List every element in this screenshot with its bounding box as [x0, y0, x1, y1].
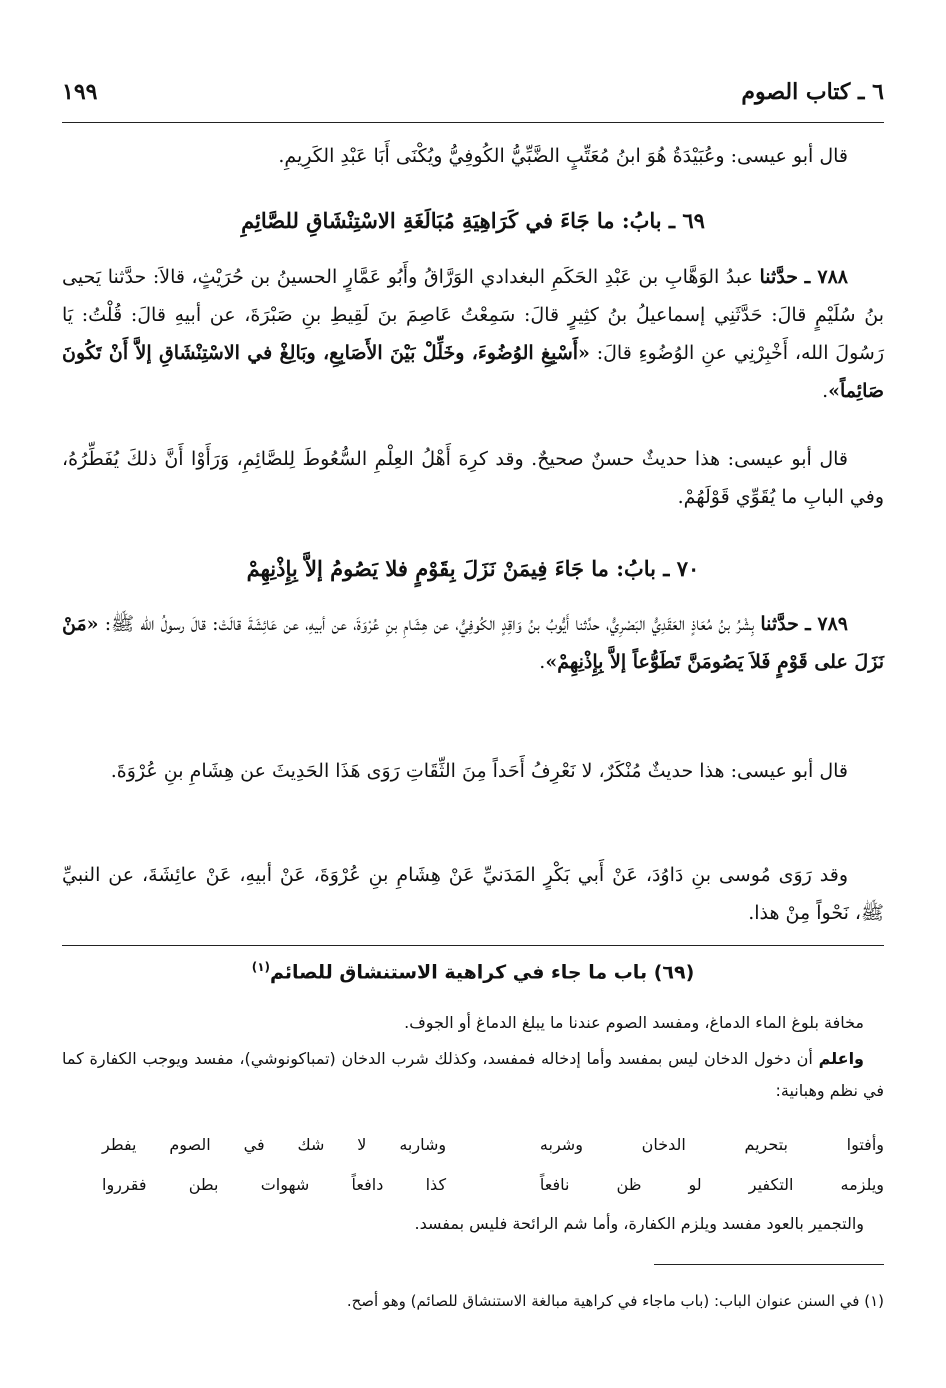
hadith-788: [62, 258, 884, 410]
hadith-788-lead: حدَّثنا: [759, 266, 799, 288]
commentary-line-2: [62, 1043, 884, 1107]
intro-paragraph: [62, 137, 884, 175]
hadith-789: [62, 605, 884, 681]
commentary-line-2-text: أن دخول الدخان ليس بمفسد وأما إدخاله فمفسد، وكذلك شرب الدخان (تمباكونوشي)، مفسد ويوجب الكفارة كما في نظم وهبانية:: [62, 1049, 884, 1100]
bab-69-title: ٦٩ ـ بابُ: ما جَاءَ في كَرَاهِيَةِ مُبَالَغَةِ الاسْتِنْشَاقِ للصَّائِمِ: [241, 208, 705, 233]
hadith-789-number: ٧٨٩ ـ: [805, 613, 849, 635]
poem-first-hemistich: ويلزمه التكفير لو ظن نافعاً: [539, 1174, 884, 1194]
commentary-line-3: [62, 1208, 884, 1240]
hadith-788-isnad: عبدُ الوَهَّابِ بن عَبْدِ الحَكَمِ البغدادي الوَرَّاقُ وأَبُو عَمَّارٍ الحسينُ بن حُرَيْثٍ، قالاَ: حدَّثنا يَحيى بنُ سُلَيْمٍ قالَ: حَدَّثَنِي إسماعيلُ بنُ كثِيرٍ قالَ: سَمِعْتُ عَاصِمَ بنَ لَقِيطِ بنِ صَبْرَةَ، عن أبيهِ قالَ: قُلْتُ: يَا رَسُولَ الله، أَخْبِرْنِي عنِ الوُضُوءِ قالَ:: [62, 266, 884, 364]
poem-second-hemistich: كذا دافعاً شهوات بطن فقرروا: [102, 1174, 447, 1194]
commentary-line-1-text: مخافة بلوغ الماء الدماغ، ومفسد الصوم عندنا ما يبلغ الدماغ أو الجوف.: [404, 1013, 864, 1032]
poem-verse: [102, 1124, 884, 1164]
footnote-ref: (١): [251, 960, 270, 974]
header-rule: [62, 122, 884, 123]
chapter-title: ٦ ـ كتاب الصوم: [741, 79, 884, 105]
hadith-789-matn: «مَنْ نَزَلَ على قَوْمٍ فَلاَ يَصُومَنَّ تَطَوُّعاً إلاَّ بِإِذْنِهِمْ»: [62, 613, 884, 673]
commentary-rule: [62, 945, 884, 946]
hadith-789-lead: حدَّثنا: [760, 613, 799, 635]
comment-788-text: قال أبو عيسى: هذا حديثٌ حسنٌ صحيحٌ. وقد كرِهَ أَهْلُ العِلْمِ السُّعُوطَ لِلصَّائِمِ، وَرَأَوْا أَنَّ ذلكَ يُفَطِّرُهُ، وفي البابِ ما يُقَوِّي قَوْلَهُمْ.: [62, 448, 884, 508]
hadith-788-end: .: [822, 380, 829, 402]
footnote: (١) في السنن عنوان الباب: (باب ماجاء في كراهية مبالغة الاستنشاق للصائم) وهو أصح.: [346, 1292, 884, 1310]
intro-text: قال أبو عيسى: وعُبَيْدَةُ هُوَ ابنُ مُعَتِّبٍ الضَّبِّيُّ الكُوفِيُّ ويُكْنَى أَبَا عَبْدِ الكَرِيمِ.: [278, 145, 848, 167]
hadith-789-end: .: [539, 651, 546, 673]
page: [62, 0, 884, 1388]
comment-789: [62, 752, 884, 790]
bab-70-title: ٧٠ ـ بابُ: ما جَاءَ فِيمَنْ نَزَلَ بِقَوْمٍ فلا يَصُومُ إلاَّ بِإِذْنِهِمْ: [246, 556, 700, 581]
commentary-line-3-text: والتجمير بالعود مفسد ويلزم الكفارة، وأما شم الرائحة فليس بمفسد.: [414, 1214, 864, 1233]
page-number: ١٩٩: [62, 79, 98, 105]
comment-788: [62, 440, 884, 516]
footnote-rule: [654, 1264, 884, 1265]
poem: [102, 1124, 884, 1204]
hadith-789-isnad: بِشْرُ بنُ مُعَاذٍ العَقَدِيُّ البَصْرِيُّ، حدَّثنا أَيُّوبُ بنُ وَاقِدٍ الكُوفِيُّ، عن هِشَامِ بنِ عُرْوَةَ، عن أبيهِ، عن عَائِشَةَ قالَتْ: قالَ رسولُ الله ﷺ:: [104, 613, 755, 635]
comment-789b-text: وقد رَوَى مُوسى بنِ دَاوُدَ، عَنْ أَبي بَكْرٍ المَدَنيِّ عَنْ هِشَامِ بنِ عُرْوَةَ، عَنْ أبيهِ، عَنْ عائِشَةَ، عن النبيِّ ﷺ، نَحْواً مِنْ هذا.: [62, 864, 884, 924]
poem-second-hemistich: وشاربه لا شك في الصوم يفطر: [102, 1134, 447, 1154]
poem-verse: [102, 1164, 884, 1204]
comment-789-text: قال أبو عيسى: هذا حديثٌ مُنْكَرٌ، لا نَعْرِفُ أَحَداً مِنَ الثِّقَاتِ رَوَى هَذَا الحَدِيثَ عن هِشَامِ بنِ عُرْوَةَ.: [110, 760, 848, 782]
commentary-line-1: [62, 1007, 884, 1039]
comment-789b: [62, 856, 884, 932]
page-header: [62, 72, 884, 112]
poem-first-hemistich: وأفتوا بتحريم الدخان وشربه: [539, 1134, 884, 1154]
hadith-788-number: ٧٨٨ ـ: [804, 266, 848, 288]
hadith-788-matn: «أَسْبِغِ الوُضُوءَ، وخَلِّلْ بَيْنَ الأَصَابِعِ، وبَالِغْ في الاسْتِنْشَاقِ إلاَّ أَنْ تَكُونَ صَائِماً»: [62, 342, 884, 402]
commentary-line-2-lead: واعلم: [818, 1049, 864, 1068]
commentary-title-text: (٦٩) باب ما جاء في كراهية الاستنشاق للصائم: [270, 961, 695, 984]
commentary-title: [62, 960, 884, 983]
